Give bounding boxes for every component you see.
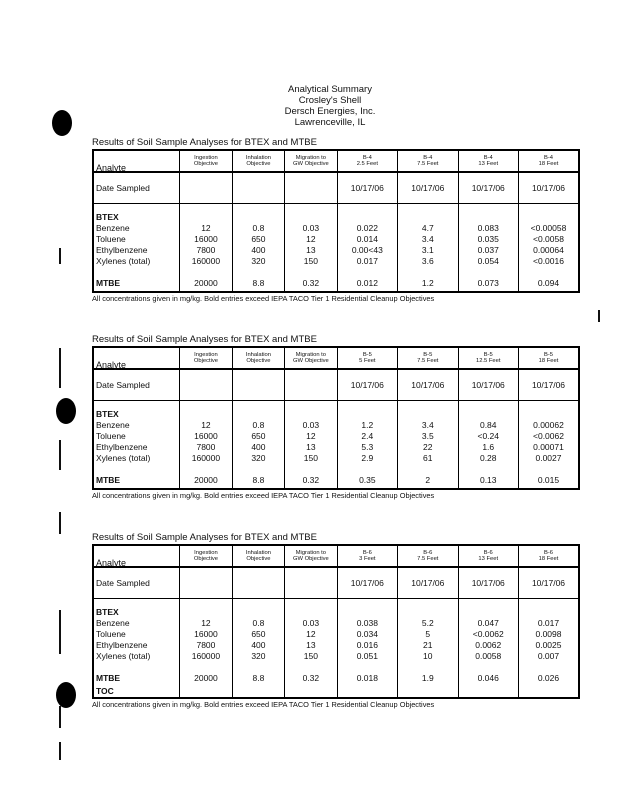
value-cell: 0.13 xyxy=(458,472,518,489)
analyte-header: Analyte xyxy=(93,150,180,172)
objective-cell: 16000 xyxy=(180,234,232,245)
sample-well: B-6 xyxy=(423,549,433,556)
inhalation-header xyxy=(232,545,284,567)
value-cell: <0.0016 xyxy=(518,256,579,267)
value-cell: 0.038 xyxy=(337,618,397,629)
objective-cell: 160000 xyxy=(180,256,232,267)
mtbe-row xyxy=(93,275,579,292)
date-cell: 10/17/06 xyxy=(518,172,579,204)
sample-well: B-4 xyxy=(543,154,553,161)
value-cell: 22 xyxy=(398,442,458,453)
table-row xyxy=(93,640,579,651)
empty-cell xyxy=(180,172,232,204)
value-cell: 0.0062 xyxy=(458,640,518,651)
value-cell: 0.84 xyxy=(458,420,518,431)
empty-cell xyxy=(232,172,284,204)
objective-cell: 13 xyxy=(285,442,337,453)
value-cell: 5.3 xyxy=(337,442,397,453)
row-label: Toluene xyxy=(93,629,180,640)
date-cell: 10/17/06 xyxy=(518,567,579,599)
row-label: Date Sampled xyxy=(93,369,180,401)
value-cell: 2 xyxy=(398,472,458,489)
punch-hole-top xyxy=(52,110,72,136)
sample-header xyxy=(518,545,579,567)
sample-depth: 7.5 Feet xyxy=(417,161,439,167)
value-cell: 3.4 xyxy=(398,234,458,245)
sample-header xyxy=(398,545,458,567)
value-cell: <0.0058 xyxy=(518,234,579,245)
sample-well: B-6 xyxy=(543,549,553,556)
objective-cell: 160000 xyxy=(180,651,232,662)
value-cell: 0.012 xyxy=(337,275,397,292)
value-cell: 0.28 xyxy=(458,453,518,464)
sample-depth: 18 Feet xyxy=(538,161,559,167)
value-cell: 0.051 xyxy=(337,651,397,662)
inhalation-header xyxy=(232,150,284,172)
scan-mark xyxy=(59,440,61,470)
value-cell: <0.0062 xyxy=(458,629,518,640)
sample-depth: 3 Feet xyxy=(359,556,376,562)
date-cell: 10/17/06 xyxy=(458,369,518,401)
objective-cell: 20000 xyxy=(180,275,232,292)
sample-depth: 7.5 Feet xyxy=(417,358,439,364)
value-cell: 0.00062 xyxy=(518,420,579,431)
table-row xyxy=(93,453,579,464)
value-cell: 0.035 xyxy=(458,234,518,245)
value-cell: <0.0062 xyxy=(518,431,579,442)
table-row xyxy=(93,245,579,256)
analyte-header: Analyte xyxy=(93,545,180,567)
table-row xyxy=(93,651,579,662)
header-line: Migration to xyxy=(295,351,327,358)
table-header-row xyxy=(93,150,579,172)
header-line: Inhalation xyxy=(245,549,271,556)
sample-depth: 2.5 Feet xyxy=(356,161,378,167)
objective-cell: 0.32 xyxy=(285,472,337,489)
sample-depth: 5 Feet xyxy=(359,358,376,364)
value-cell: <0.00058 xyxy=(518,223,579,234)
ingestion-header xyxy=(180,150,232,172)
value-cell: 3.5 xyxy=(398,431,458,442)
value-cell: 10 xyxy=(398,651,458,662)
scan-mark xyxy=(598,310,600,322)
header-title: Analytical Summary xyxy=(288,84,372,95)
value-cell: 0.00<43 xyxy=(337,245,397,256)
objective-cell: 13 xyxy=(285,245,337,256)
sample-well: B-6 xyxy=(483,549,493,556)
value-cell: 0.017 xyxy=(518,618,579,629)
spacer-row xyxy=(93,662,579,670)
sample-well: B-6 xyxy=(362,549,372,556)
objective-cell: 7800 xyxy=(180,442,232,453)
value-cell: 3.4 xyxy=(398,420,458,431)
value-cell: <0.24 xyxy=(458,431,518,442)
value-cell: 5 xyxy=(398,629,458,640)
sample-header xyxy=(458,150,518,172)
value-cell: 0.018 xyxy=(337,670,397,686)
value-cell: 1.2 xyxy=(398,275,458,292)
value-cell: 0.094 xyxy=(518,275,579,292)
value-cell: 0.0058 xyxy=(458,651,518,662)
row-label: Toluene xyxy=(93,234,180,245)
row-label: Ethylbenzene xyxy=(93,245,180,256)
date-cell: 10/17/06 xyxy=(337,369,397,401)
table-row xyxy=(93,431,579,442)
group-label: BTEX xyxy=(93,607,180,618)
row-label: Ethylbenzene xyxy=(93,640,180,651)
value-cell: 4.7 xyxy=(398,223,458,234)
objective-cell: 400 xyxy=(232,442,284,453)
row-label: Date Sampled xyxy=(93,567,180,599)
analyte-header: Analyte xyxy=(93,347,180,369)
header-line: Objective xyxy=(193,161,219,167)
value-cell: 1.6 xyxy=(458,442,518,453)
header-line: Objective xyxy=(193,556,219,562)
migration-header xyxy=(285,347,337,369)
table-caption: Results of Soil Sample Analyses for BTEX and MTBE xyxy=(92,137,317,148)
results-table xyxy=(92,544,580,699)
header-line: Objective xyxy=(193,358,219,364)
sample-header xyxy=(337,545,397,567)
row-label: MTBE xyxy=(93,472,180,489)
value-cell: 61 xyxy=(398,453,458,464)
table-footnote: All concentrations given in mg/kg. Bold entries exceed IEPA TACO Tier 1 Residential Cleanup Objectives xyxy=(92,491,435,500)
value-cell: 0.0025 xyxy=(518,640,579,651)
empty-cell xyxy=(232,567,284,599)
header-company: Dersch Energies, Inc. xyxy=(284,106,376,117)
sample-depth: 13 Feet xyxy=(478,556,499,562)
empty-cell xyxy=(285,369,337,401)
row-label: Toluene xyxy=(93,431,180,442)
results-table xyxy=(92,346,580,490)
btex-group-row xyxy=(93,607,579,618)
punch-hole-middle xyxy=(56,398,76,424)
objective-cell: 0.8 xyxy=(232,618,284,629)
date-cell: 10/17/06 xyxy=(458,567,518,599)
scan-mark xyxy=(59,610,61,654)
header-line: Inhalation xyxy=(245,154,271,161)
date-cell: 10/17/06 xyxy=(337,567,397,599)
objective-cell: 0.8 xyxy=(232,223,284,234)
row-label: TOC xyxy=(93,686,180,698)
sample-header xyxy=(337,347,397,369)
row-label: Date Sampled xyxy=(93,172,180,204)
row-label: Xylenes (total) xyxy=(93,453,180,464)
value-cell: 0.00064 xyxy=(518,245,579,256)
empty-cell xyxy=(285,567,337,599)
objective-cell: 650 xyxy=(232,234,284,245)
scan-mark xyxy=(59,742,61,760)
objective-cell: 7800 xyxy=(180,640,232,651)
row-label: Xylenes (total) xyxy=(93,651,180,662)
spacer-row xyxy=(93,204,579,213)
objective-cell: 0.03 xyxy=(285,223,337,234)
objective-cell: 650 xyxy=(232,431,284,442)
objective-cell: 0.32 xyxy=(285,275,337,292)
objective-cell: 400 xyxy=(232,640,284,651)
row-label: Ethylbenzene xyxy=(93,442,180,453)
objective-cell: 16000 xyxy=(180,431,232,442)
date-sampled-row xyxy=(93,172,579,204)
date-cell: 10/17/06 xyxy=(337,172,397,204)
scan-mark xyxy=(59,706,61,728)
document-header xyxy=(230,84,430,128)
header-site: Crosley's Shell xyxy=(298,95,362,106)
value-cell: 5.2 xyxy=(398,618,458,629)
date-cell: 10/17/06 xyxy=(398,369,458,401)
header-line: Migration to xyxy=(295,154,327,161)
value-cell: 0.047 xyxy=(458,618,518,629)
row-label: Benzene xyxy=(93,618,180,629)
sample-well: B-4 xyxy=(483,154,493,161)
sample-header xyxy=(398,347,458,369)
group-label: BTEX xyxy=(93,212,180,223)
header-line: Migration to xyxy=(295,549,327,556)
table-caption: Results of Soil Sample Analyses for BTEX and MTBE xyxy=(92,532,317,543)
value-cell: 0.026 xyxy=(518,670,579,686)
objective-cell: 13 xyxy=(285,640,337,651)
results-section-b6 xyxy=(92,532,582,709)
header-line: Ingestion xyxy=(194,154,218,161)
date-cell: 10/17/06 xyxy=(398,567,458,599)
date-sampled-row xyxy=(93,369,579,401)
row-label: MTBE xyxy=(93,670,180,686)
objective-cell: 320 xyxy=(232,651,284,662)
objective-cell: 0.03 xyxy=(285,618,337,629)
ingestion-header xyxy=(180,347,232,369)
table-row xyxy=(93,420,579,431)
sample-well: B-5 xyxy=(423,351,433,358)
value-cell: 0.022 xyxy=(337,223,397,234)
row-label: Benzene xyxy=(93,420,180,431)
objective-cell: 150 xyxy=(285,453,337,464)
value-cell: 2.4 xyxy=(337,431,397,442)
date-sampled-row xyxy=(93,567,579,599)
objective-cell: 12 xyxy=(285,629,337,640)
table-header-row xyxy=(93,545,579,567)
objective-cell: 16000 xyxy=(180,629,232,640)
migration-header xyxy=(285,150,337,172)
header-location: Lawrenceville, IL xyxy=(294,117,366,128)
value-cell: 0.014 xyxy=(337,234,397,245)
value-cell: 0.073 xyxy=(458,275,518,292)
sample-depth: 18 Feet xyxy=(538,358,559,364)
objective-cell: 320 xyxy=(232,256,284,267)
empty-cell xyxy=(285,172,337,204)
table-header-row xyxy=(93,347,579,369)
sample-well: B-4 xyxy=(362,154,372,161)
value-cell: 3.6 xyxy=(398,256,458,267)
table-row xyxy=(93,629,579,640)
header-line: Objective xyxy=(246,161,271,167)
punch-hole-bottom xyxy=(56,682,76,708)
ingestion-header xyxy=(180,545,232,567)
value-cell: 0.00071 xyxy=(518,442,579,453)
header-line: GW Objective xyxy=(292,358,329,364)
group-label: BTEX xyxy=(93,409,180,420)
value-cell: 0.0098 xyxy=(518,629,579,640)
sample-well: B-5 xyxy=(543,351,553,358)
header-line: Objective xyxy=(246,358,271,364)
results-table xyxy=(92,149,580,293)
header-line: Ingestion xyxy=(194,351,218,358)
row-label: Benzene xyxy=(93,223,180,234)
objective-cell: 320 xyxy=(232,453,284,464)
objective-cell: 12 xyxy=(180,223,232,234)
table-row xyxy=(93,442,579,453)
value-cell: 0.037 xyxy=(458,245,518,256)
sample-depth: 7.5 Feet xyxy=(417,556,439,562)
empty-cell xyxy=(180,567,232,599)
sample-header xyxy=(518,347,579,369)
table-caption: Results of Soil Sample Analyses for BTEX and MTBE xyxy=(92,334,317,345)
empty-cell xyxy=(232,369,284,401)
objective-cell: 0.03 xyxy=(285,420,337,431)
empty-cell xyxy=(180,369,232,401)
sample-header xyxy=(458,347,518,369)
table-row xyxy=(93,234,579,245)
sample-well: B-5 xyxy=(362,351,372,358)
value-cell: 1.9 xyxy=(398,670,458,686)
toc-row xyxy=(93,686,579,698)
value-cell: 2.9 xyxy=(337,453,397,464)
value-cell: 0.0027 xyxy=(518,453,579,464)
sample-well: B-4 xyxy=(423,154,433,161)
objective-cell: 12 xyxy=(180,420,232,431)
sample-well: B-5 xyxy=(483,351,493,358)
spacer-row xyxy=(93,267,579,275)
sample-depth: 12.5 Feet xyxy=(475,358,501,364)
mtbe-row xyxy=(93,472,579,489)
table-footnote: All concentrations given in mg/kg. Bold entries exceed IEPA TACO Tier 1 Residential Cleanup Objectives xyxy=(92,700,435,709)
objective-cell: 20000 xyxy=(180,670,232,686)
sample-header xyxy=(518,150,579,172)
sample-depth: 13 Feet xyxy=(478,161,499,167)
migration-header xyxy=(285,545,337,567)
table-row xyxy=(93,618,579,629)
results-section-b5 xyxy=(92,334,582,500)
date-cell: 10/17/06 xyxy=(458,172,518,204)
objective-cell: 0.8 xyxy=(232,420,284,431)
row-label: Xylenes (total) xyxy=(93,256,180,267)
scan-mark xyxy=(59,512,61,534)
objective-cell: 12 xyxy=(285,234,337,245)
objective-cell: 150 xyxy=(285,651,337,662)
btex-group-row xyxy=(93,409,579,420)
value-cell: 21 xyxy=(398,640,458,651)
sample-depth: 18 Feet xyxy=(538,556,559,562)
table-row xyxy=(93,256,579,267)
objective-cell: 400 xyxy=(232,245,284,256)
table-row xyxy=(93,223,579,234)
header-line: Objective xyxy=(246,556,271,562)
results-section-b4 xyxy=(92,137,582,303)
table-footnote: All concentrations given in mg/kg. Bold entries exceed IEPA TACO Tier 1 Residential Cleanup Objectives xyxy=(92,294,435,303)
value-cell: 0.083 xyxy=(458,223,518,234)
objective-cell: 7800 xyxy=(180,245,232,256)
row-label: MTBE xyxy=(93,275,180,292)
header-line: Ingestion xyxy=(194,549,218,556)
value-cell: 0.034 xyxy=(337,629,397,640)
header-line: Inhalation xyxy=(245,351,271,358)
value-cell: 0.017 xyxy=(337,256,397,267)
header-line: GW Objective xyxy=(292,556,329,562)
objective-cell: 150 xyxy=(285,256,337,267)
value-cell: 0.046 xyxy=(458,670,518,686)
objective-cell: 12 xyxy=(180,618,232,629)
value-cell: 0.35 xyxy=(337,472,397,489)
header-line: GW Objective xyxy=(292,161,329,167)
value-cell: 0.007 xyxy=(518,651,579,662)
objective-cell: 160000 xyxy=(180,453,232,464)
objective-cell: 0.32 xyxy=(285,670,337,686)
value-cell: 1.2 xyxy=(337,420,397,431)
sample-header xyxy=(337,150,397,172)
value-cell: 3.1 xyxy=(398,245,458,256)
objective-cell: 8.8 xyxy=(232,275,284,292)
value-cell: 0.054 xyxy=(458,256,518,267)
objective-cell: 8.8 xyxy=(232,670,284,686)
scan-mark xyxy=(59,248,61,264)
objective-cell: 20000 xyxy=(180,472,232,489)
date-cell: 10/17/06 xyxy=(398,172,458,204)
date-cell: 10/17/06 xyxy=(518,369,579,401)
spacer-row xyxy=(93,464,579,472)
spacer-row xyxy=(93,599,579,608)
value-cell: 0.016 xyxy=(337,640,397,651)
objective-cell: 650 xyxy=(232,629,284,640)
sample-header xyxy=(398,150,458,172)
objective-cell: 12 xyxy=(285,431,337,442)
objective-cell: 8.8 xyxy=(232,472,284,489)
value-cell: 0.015 xyxy=(518,472,579,489)
scan-mark xyxy=(59,348,61,388)
btex-group-row xyxy=(93,212,579,223)
mtbe-row xyxy=(93,670,579,686)
sample-header xyxy=(458,545,518,567)
inhalation-header xyxy=(232,347,284,369)
spacer-row xyxy=(93,401,579,410)
